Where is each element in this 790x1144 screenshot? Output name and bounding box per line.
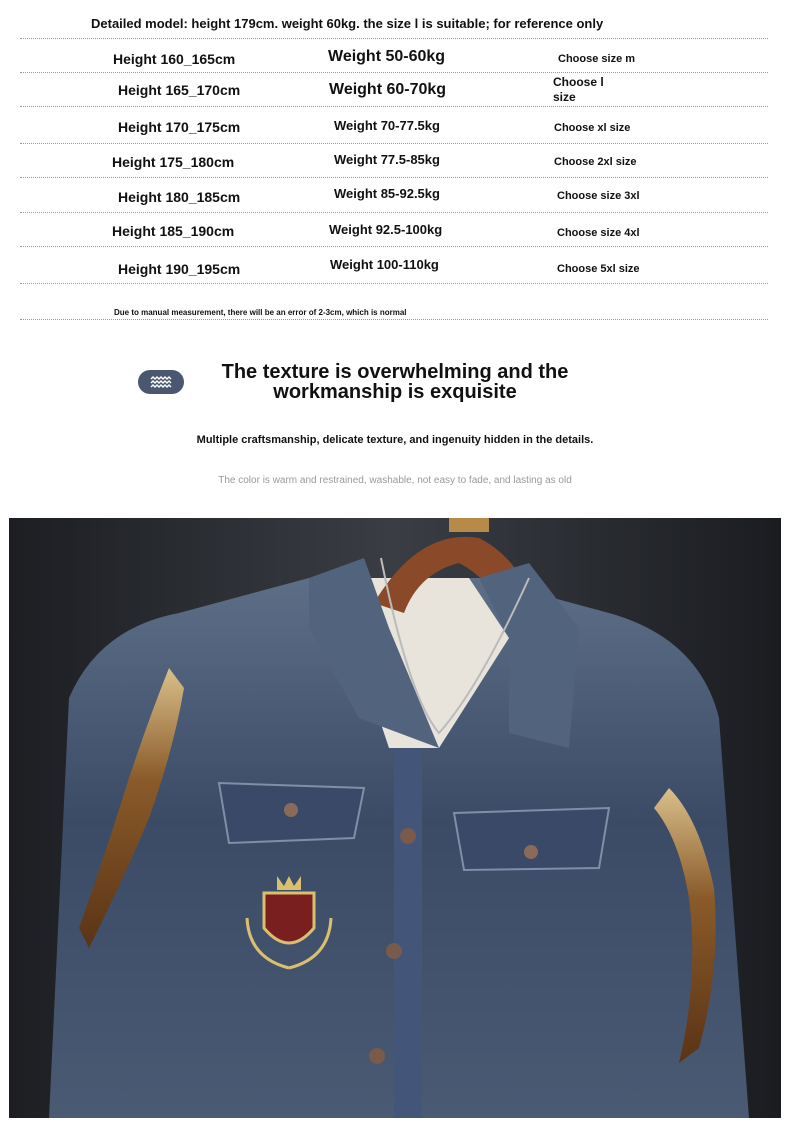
model-note: Detailed model: height 179cm. weight 60kg. the size l is suitable; for reference only (91, 16, 604, 31)
table-cell-weight: Weight 50-60kg (328, 48, 446, 65)
table-cell-weight: Weight 70-77.5kg (334, 118, 440, 133)
table-cell-size: Choose xl size (554, 122, 631, 134)
table-cell-size: Choose size 3xl (557, 190, 640, 202)
denim-jacket-image (9, 518, 781, 1118)
table-cell-height: Height 170_175cm (118, 119, 241, 135)
divider (20, 283, 768, 284)
divider (20, 143, 768, 144)
table-cell-weight: Weight 92.5-100kg (329, 222, 443, 237)
divider (20, 212, 768, 213)
table-cell-size: Choose size 4xl (557, 227, 640, 239)
section-heading-line2: workmanship is exquisite (273, 381, 517, 403)
section-subheading: Multiple craftsmanship, delicate texture, and ingenuity hidden in the details. (196, 434, 594, 446)
table-cell-height: Height 190_195cm (118, 261, 241, 277)
divider (20, 246, 768, 247)
table-cell-weight: Weight 60-70kg (329, 81, 447, 98)
table-cell-weight: Weight 100-110kg (330, 257, 439, 272)
table-cell-size: Choose size m (558, 53, 636, 65)
section-heading-line1: The texture is overwhelming and the (221, 361, 569, 383)
divider (20, 106, 768, 107)
section-tagline: The color is warm and restrained, washable, not easy to fade, and lasting as old (218, 475, 572, 486)
product-photo (9, 518, 781, 1118)
divider (20, 177, 768, 178)
table-cell-weight: Weight 77.5-85kg (334, 152, 440, 167)
table-cell-height: Height 160_165cm (113, 51, 236, 67)
table-cell-size: Choose 5xl size (557, 263, 640, 275)
divider (20, 319, 768, 320)
table-cell-size: Choose 2xl size (554, 156, 637, 168)
divider (20, 38, 768, 39)
table-cell-height: Height 175_180cm (112, 154, 235, 170)
table-cell-height: Height 180_185cm (118, 189, 241, 205)
table-cell-weight: Weight 85-92.5kg (334, 186, 440, 201)
table-cell-height: Height 165_170cm (118, 82, 241, 98)
table-cell-size: Choose l size (553, 75, 604, 104)
divider (20, 72, 768, 73)
measurement-note: Due to manual measurement, there will be an error of 2-3cm, which is normal (114, 308, 407, 317)
table-cell-height: Height 185_190cm (112, 223, 235, 239)
